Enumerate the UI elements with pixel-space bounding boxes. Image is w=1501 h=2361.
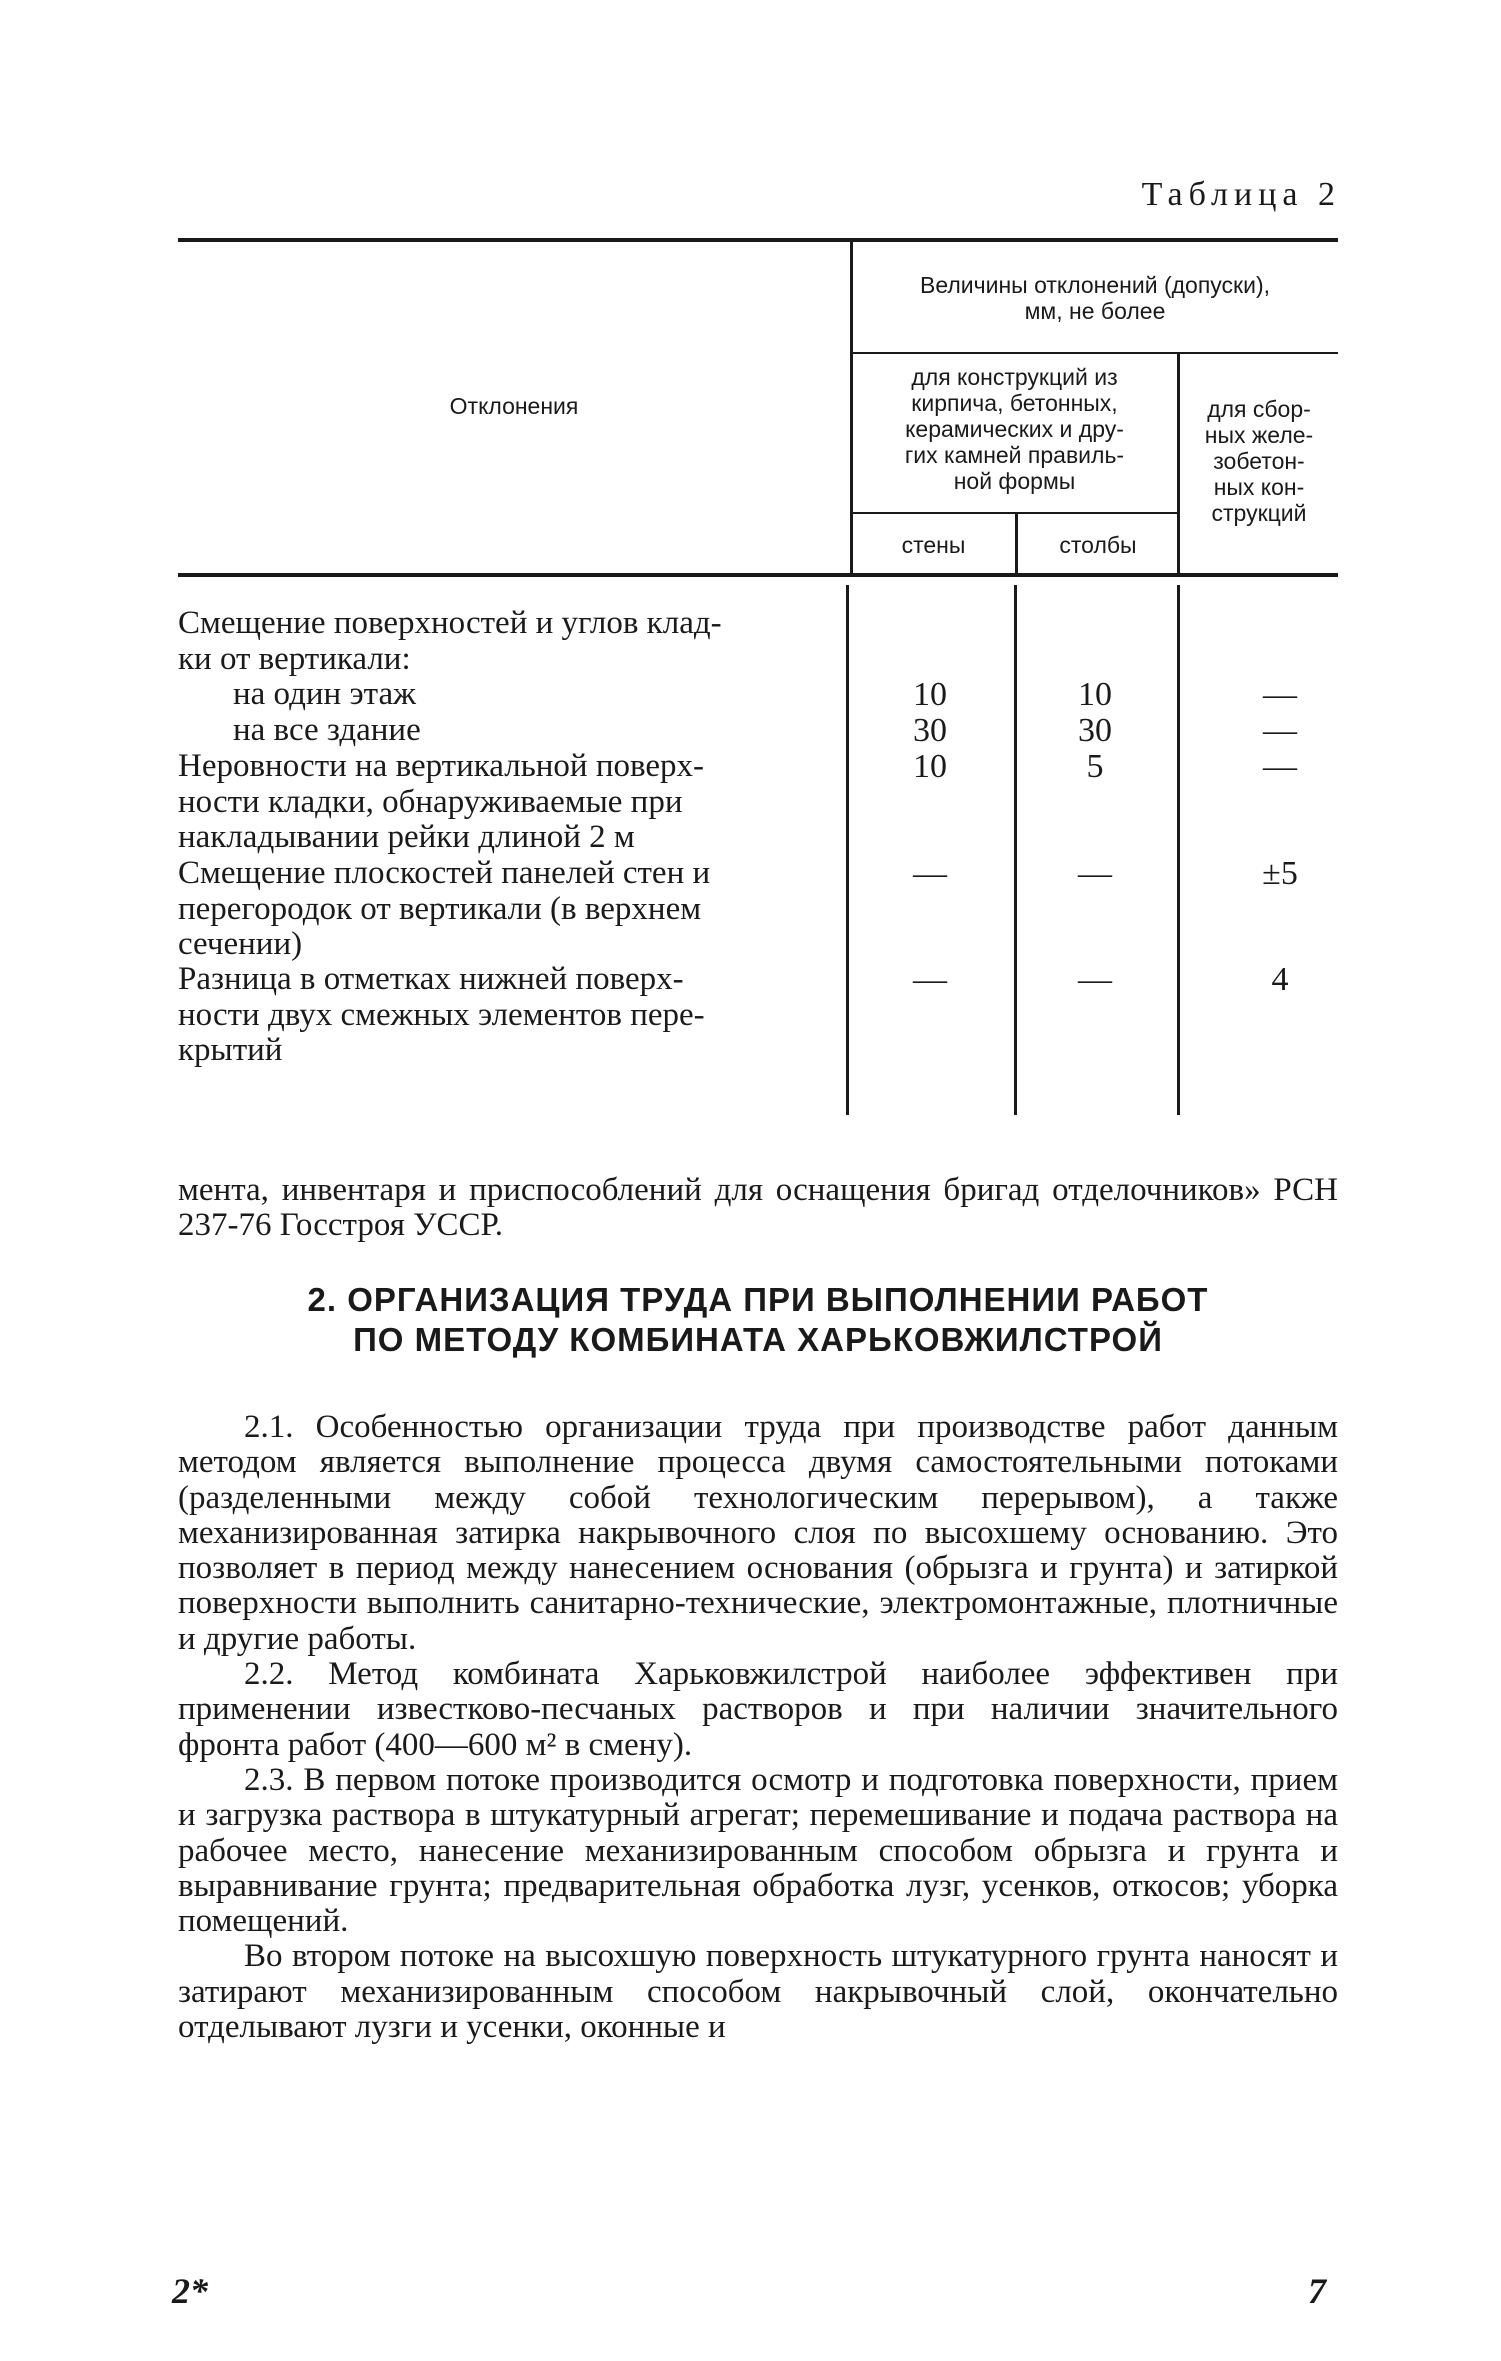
header-columns: столбы (1059, 532, 1137, 558)
section-body (178, 1410, 1338, 2045)
table-row-label: Смещение поверхностей и углов клад- ки от вертикали: (178, 605, 722, 677)
paragraph: 2.3. В первом потоке производится осмотр и подготовка поверхности, прием и загрузка раствора в штукатурный агрегат; перемешивание и подача раствора на рабочее место, нанесение механизированным способом обрызга и грунта и выравнивание грунта; предварительная обработка лузг, усенков, откосов; уборка помещений. (178, 1761, 1338, 1940)
table-row-label: Неровности на вертикальной поверх- ности кладки, обнаруживаемые при накладывании рейки длиной 2 м (178, 748, 705, 855)
cell-walls: 10 (913, 748, 947, 785)
cell-precast: ±5 (1262, 855, 1298, 892)
cell-columns: — (1078, 855, 1112, 892)
section-heading: 2. ОРГАНИЗАЦИЯ ТРУДА ПРИ ВЫПОЛНЕНИИ РАБОТ ПО МЕТОДУ КОМБИНАТА ХАРЬКОВЖИЛСТРОЙ (307, 1281, 1209, 1358)
table-row-label: Разница в отметках нижней поверх- ности двух смежных элементов пере- крытий (178, 961, 705, 1068)
body-divider-walls-columns (1014, 585, 1017, 1115)
header-group-rule (852, 352, 1338, 354)
table-top-rule (178, 238, 1338, 242)
table-row-label: на один этаж (233, 676, 416, 712)
cell-walls: — (913, 855, 947, 892)
body-divider-precast (1177, 585, 1180, 1115)
cell-walls: 10 (913, 676, 947, 713)
header-masonry: для конструкций из кирпича, бетонных, керамических и дру- гих камней правиль- ной формы (904, 364, 1125, 494)
table-caption: Таблица 2 (1141, 176, 1341, 213)
cell-precast: — (1263, 712, 1297, 749)
cell-columns: — (1078, 961, 1112, 998)
cell-columns: 5 (1086, 748, 1104, 785)
cell-precast: 4 (1271, 961, 1289, 998)
paragraph: Во втором потоке на высохшую поверхность штукатурного грунта наносят и затирают механизированным способом накрывочный слой, окончательно отделывают лузги и усенки, оконные и (178, 1938, 1338, 2046)
header-walls: стены (901, 532, 966, 558)
page-number: 7 (1308, 2271, 1326, 2311)
cell-columns: 30 (1078, 712, 1112, 749)
signature-mark: 2* (172, 2271, 208, 2311)
cell-walls: 30 (913, 712, 947, 749)
header-tolerance-group: Величины отклонений (допуски), мм, не более (919, 272, 1270, 324)
paragraph: 2.2. Метод комбината Харьковжилстрой наиболее эффективен при применении известково-песчаных растворов и при наличии значительного фронта работ (400—600 м² в смену). (178, 1656, 1338, 1763)
header-precast: для сбор- ных желе- зобетон- ных кон- струкций (1204, 396, 1314, 526)
table-row-label: Смещение плоскостей панелей стен и перегородок от вертикали (в верхнем сечении) (178, 855, 711, 962)
table-header-bottom-rule (178, 573, 1338, 577)
body-divider-left (846, 585, 849, 1115)
cell-precast: — (1263, 748, 1297, 785)
header-deviations: Отклонения (449, 393, 579, 419)
cell-precast: — (1263, 676, 1297, 713)
paragraph: 2.1. Особенностью организации труда при производстве работ данным методом является выполнение процесса двумя самостоятельными потоками (разделенными между собой технологическим перерывом), а также механизированная затирка накрывочного слоя по высохшему основанию. Это позволяет в период между нанесением основания (обрызга и грунта) и затиркой поверхности выполнить санитарно-технические, электромонтажные, плотничные и другие работы. (178, 1409, 1338, 1657)
continuation-paragraph: мента, инвентаря и приспособлений для оснащения бригад отделочников» РСН 237-76 Госстроя УССР. (178, 1172, 1338, 1244)
cell-walls: — (913, 961, 947, 998)
table-row-label: на все здание (233, 712, 421, 748)
cell-columns: 10 (1078, 676, 1112, 713)
